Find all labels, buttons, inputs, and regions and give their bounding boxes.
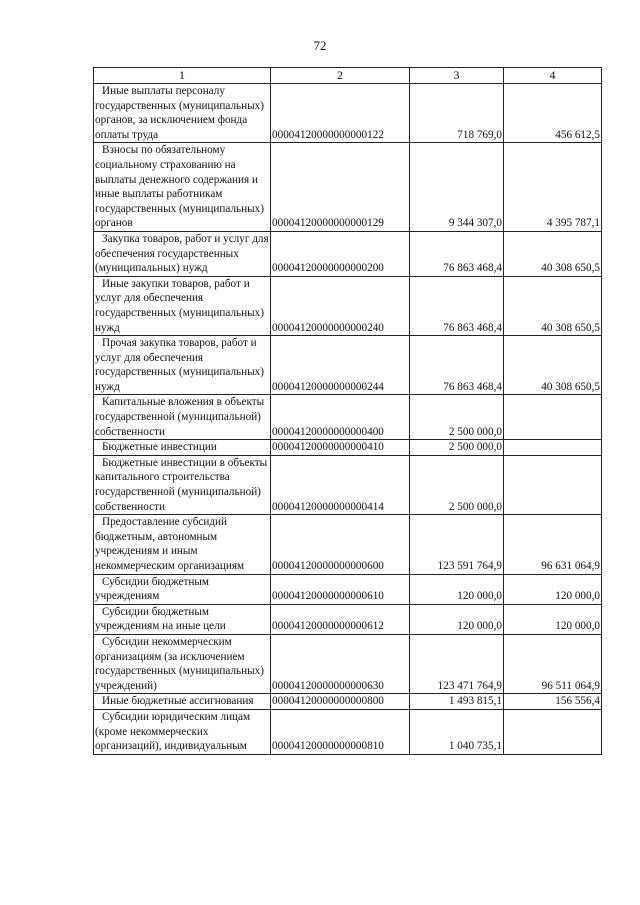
row-name-text: Бюджетные инвестиции в объекты капитального строительства государственной (муниципальной) собственности bbox=[95, 456, 268, 513]
row-name-text: Субсидии некоммерческим организациям (за исключением государственных (муниципальных) учреждений) bbox=[95, 635, 264, 692]
column-header: 3 bbox=[410, 68, 504, 84]
table-row bbox=[94, 634, 602, 693]
row-value-2017-cell: 123 471 764,9 bbox=[410, 634, 504, 693]
row-name-cell bbox=[94, 143, 271, 232]
row-name-cell bbox=[94, 694, 271, 710]
row-value-2018-cell: 96 511 064,9 bbox=[504, 634, 602, 693]
row-code-cell: 00004120000000000200 bbox=[271, 231, 410, 276]
row-value-2017-cell: 120 000,0 bbox=[410, 604, 504, 634]
row-value-2018-cell bbox=[504, 709, 602, 754]
row-name-cell bbox=[94, 231, 271, 276]
row-code-cell: 00004120000000000612 bbox=[271, 604, 410, 634]
table-row bbox=[94, 455, 602, 514]
row-value-2018-cell: 40 308 650,5 bbox=[504, 276, 602, 335]
table-row bbox=[94, 395, 602, 440]
row-code-cell: 00004120000000000414 bbox=[271, 455, 410, 514]
row-value-2018-cell: 4 395 787,1 bbox=[504, 143, 602, 232]
row-value-2018-cell bbox=[504, 395, 602, 440]
table-row bbox=[94, 231, 602, 276]
table-row bbox=[94, 574, 602, 604]
row-value-2017-cell: 120 000,0 bbox=[410, 574, 504, 604]
row-name-cell bbox=[94, 336, 271, 395]
row-value-2017-cell: 76 863 468,4 bbox=[410, 231, 504, 276]
row-code-cell: 00004120000000000600 bbox=[271, 515, 410, 574]
row-name-cell bbox=[94, 515, 271, 574]
row-code-cell: 00004120000000000122 bbox=[271, 84, 410, 143]
row-name-text: Предоставление субсидий бюджетным, автономным учреждениям и иным некоммерческим организациям bbox=[95, 516, 245, 572]
row-code-cell: 00004120000000000400 bbox=[271, 395, 410, 440]
row-name-cell bbox=[94, 455, 271, 514]
row-code-cell: 00004120000000000240 bbox=[271, 276, 410, 335]
page-number: 72 bbox=[313, 38, 327, 53]
row-name-text: Субсидии бюджетным учреждениям на иные цели bbox=[95, 605, 226, 633]
row-name-text: Закупка товаров, работ и услуг для обеспечения государственных (муниципальных) нужд bbox=[95, 232, 269, 275]
row-name-cell bbox=[94, 574, 271, 604]
row-value-2018-cell: 120 000,0 bbox=[504, 604, 602, 634]
row-code-cell: 00004120000000000410 bbox=[271, 440, 410, 456]
row-value-2018-cell: 120 000,0 bbox=[504, 574, 602, 604]
row-value-2018-cell: 40 308 650,5 bbox=[504, 336, 602, 395]
row-name-cell bbox=[94, 276, 271, 335]
row-name-text: Взносы по обязательному социальному страхованию на выплаты денежного содержания и иные выплаты работникам государственных (муниципальных) органов bbox=[95, 144, 264, 230]
row-name-text: Прочая закупка товаров, работ и услуг для обеспечения государственных (муниципальных) нужд bbox=[95, 337, 264, 393]
row-name-text: Субсидии юридическим лицам (кроме некоммерческих организаций), индивидуальным bbox=[95, 710, 251, 753]
row-name-text: Капитальные вложения в объекты государственной (муниципальной) собственности bbox=[95, 396, 265, 438]
table-row bbox=[94, 515, 602, 574]
column-header: 1 bbox=[94, 68, 271, 84]
table-body bbox=[94, 84, 602, 755]
column-header: 2 bbox=[271, 68, 410, 84]
row-value-2017-cell: 76 863 468,4 bbox=[410, 336, 504, 395]
row-value-2017-cell: 9 344 307,0 bbox=[410, 143, 504, 232]
table-row bbox=[94, 440, 602, 456]
row-value-2017-cell: 1 493 815,1 bbox=[410, 694, 504, 710]
row-code-cell: 00004120000000000630 bbox=[271, 634, 410, 693]
row-name-text: Иные бюджетные ассигнования bbox=[102, 695, 254, 708]
row-name-text: Субсидии бюджетным учреждениям bbox=[95, 575, 209, 603]
row-value-2017-cell: 718 769,0 bbox=[410, 84, 504, 143]
row-value-2017-cell: 2 500 000,0 bbox=[410, 395, 504, 440]
row-code-cell: 00004120000000000800 bbox=[271, 694, 410, 710]
row-name-cell bbox=[94, 395, 271, 440]
row-name-text: Иные закупки товаров, работ и услуг для обеспечения государственных (муниципальных) нужд bbox=[95, 277, 264, 334]
row-code-cell: 00004120000000000244 bbox=[271, 336, 410, 395]
row-code-cell: 00004120000000000610 bbox=[271, 574, 410, 604]
row-name-text: Бюджетные инвестиции bbox=[102, 441, 217, 454]
row-value-2017-cell: 123 591 764,9 bbox=[410, 515, 504, 574]
row-name-cell bbox=[94, 84, 271, 143]
row-value-2018-cell: 456 612,5 bbox=[504, 84, 602, 143]
table-row bbox=[94, 694, 602, 710]
row-name-cell bbox=[94, 709, 271, 754]
row-name-cell bbox=[94, 604, 271, 634]
table-row bbox=[94, 604, 602, 634]
row-value-2017-cell: 1 040 735,1 bbox=[410, 709, 504, 754]
table-row bbox=[94, 84, 602, 143]
row-code-cell: 00004120000000000810 bbox=[271, 709, 410, 754]
table-row bbox=[94, 336, 602, 395]
row-value-2017-cell: 2 500 000,0 bbox=[410, 455, 504, 514]
row-name-cell bbox=[94, 440, 271, 456]
row-code-cell: 00004120000000000129 bbox=[271, 143, 410, 232]
row-value-2017-cell: 76 863 468,4 bbox=[410, 276, 504, 335]
table-row bbox=[94, 709, 602, 754]
column-header: 4 bbox=[504, 68, 602, 84]
table-row bbox=[94, 276, 602, 335]
row-name-cell bbox=[94, 634, 271, 693]
row-value-2018-cell bbox=[504, 440, 602, 456]
row-name-text: Иные выплаты персоналу государственных (муниципальных) органов, за исключением фонда оплаты труда bbox=[95, 85, 264, 141]
table-row bbox=[94, 143, 602, 232]
row-value-2018-cell: 156 556,4 bbox=[504, 694, 602, 710]
row-value-2018-cell: 96 631 064,9 bbox=[504, 515, 602, 574]
row-value-2018-cell bbox=[504, 455, 602, 514]
table-header-row bbox=[94, 68, 602, 84]
row-value-2017-cell: 2 500 000,0 bbox=[410, 440, 504, 456]
budget-table bbox=[93, 67, 602, 755]
row-value-2018-cell: 40 308 650,5 bbox=[504, 231, 602, 276]
